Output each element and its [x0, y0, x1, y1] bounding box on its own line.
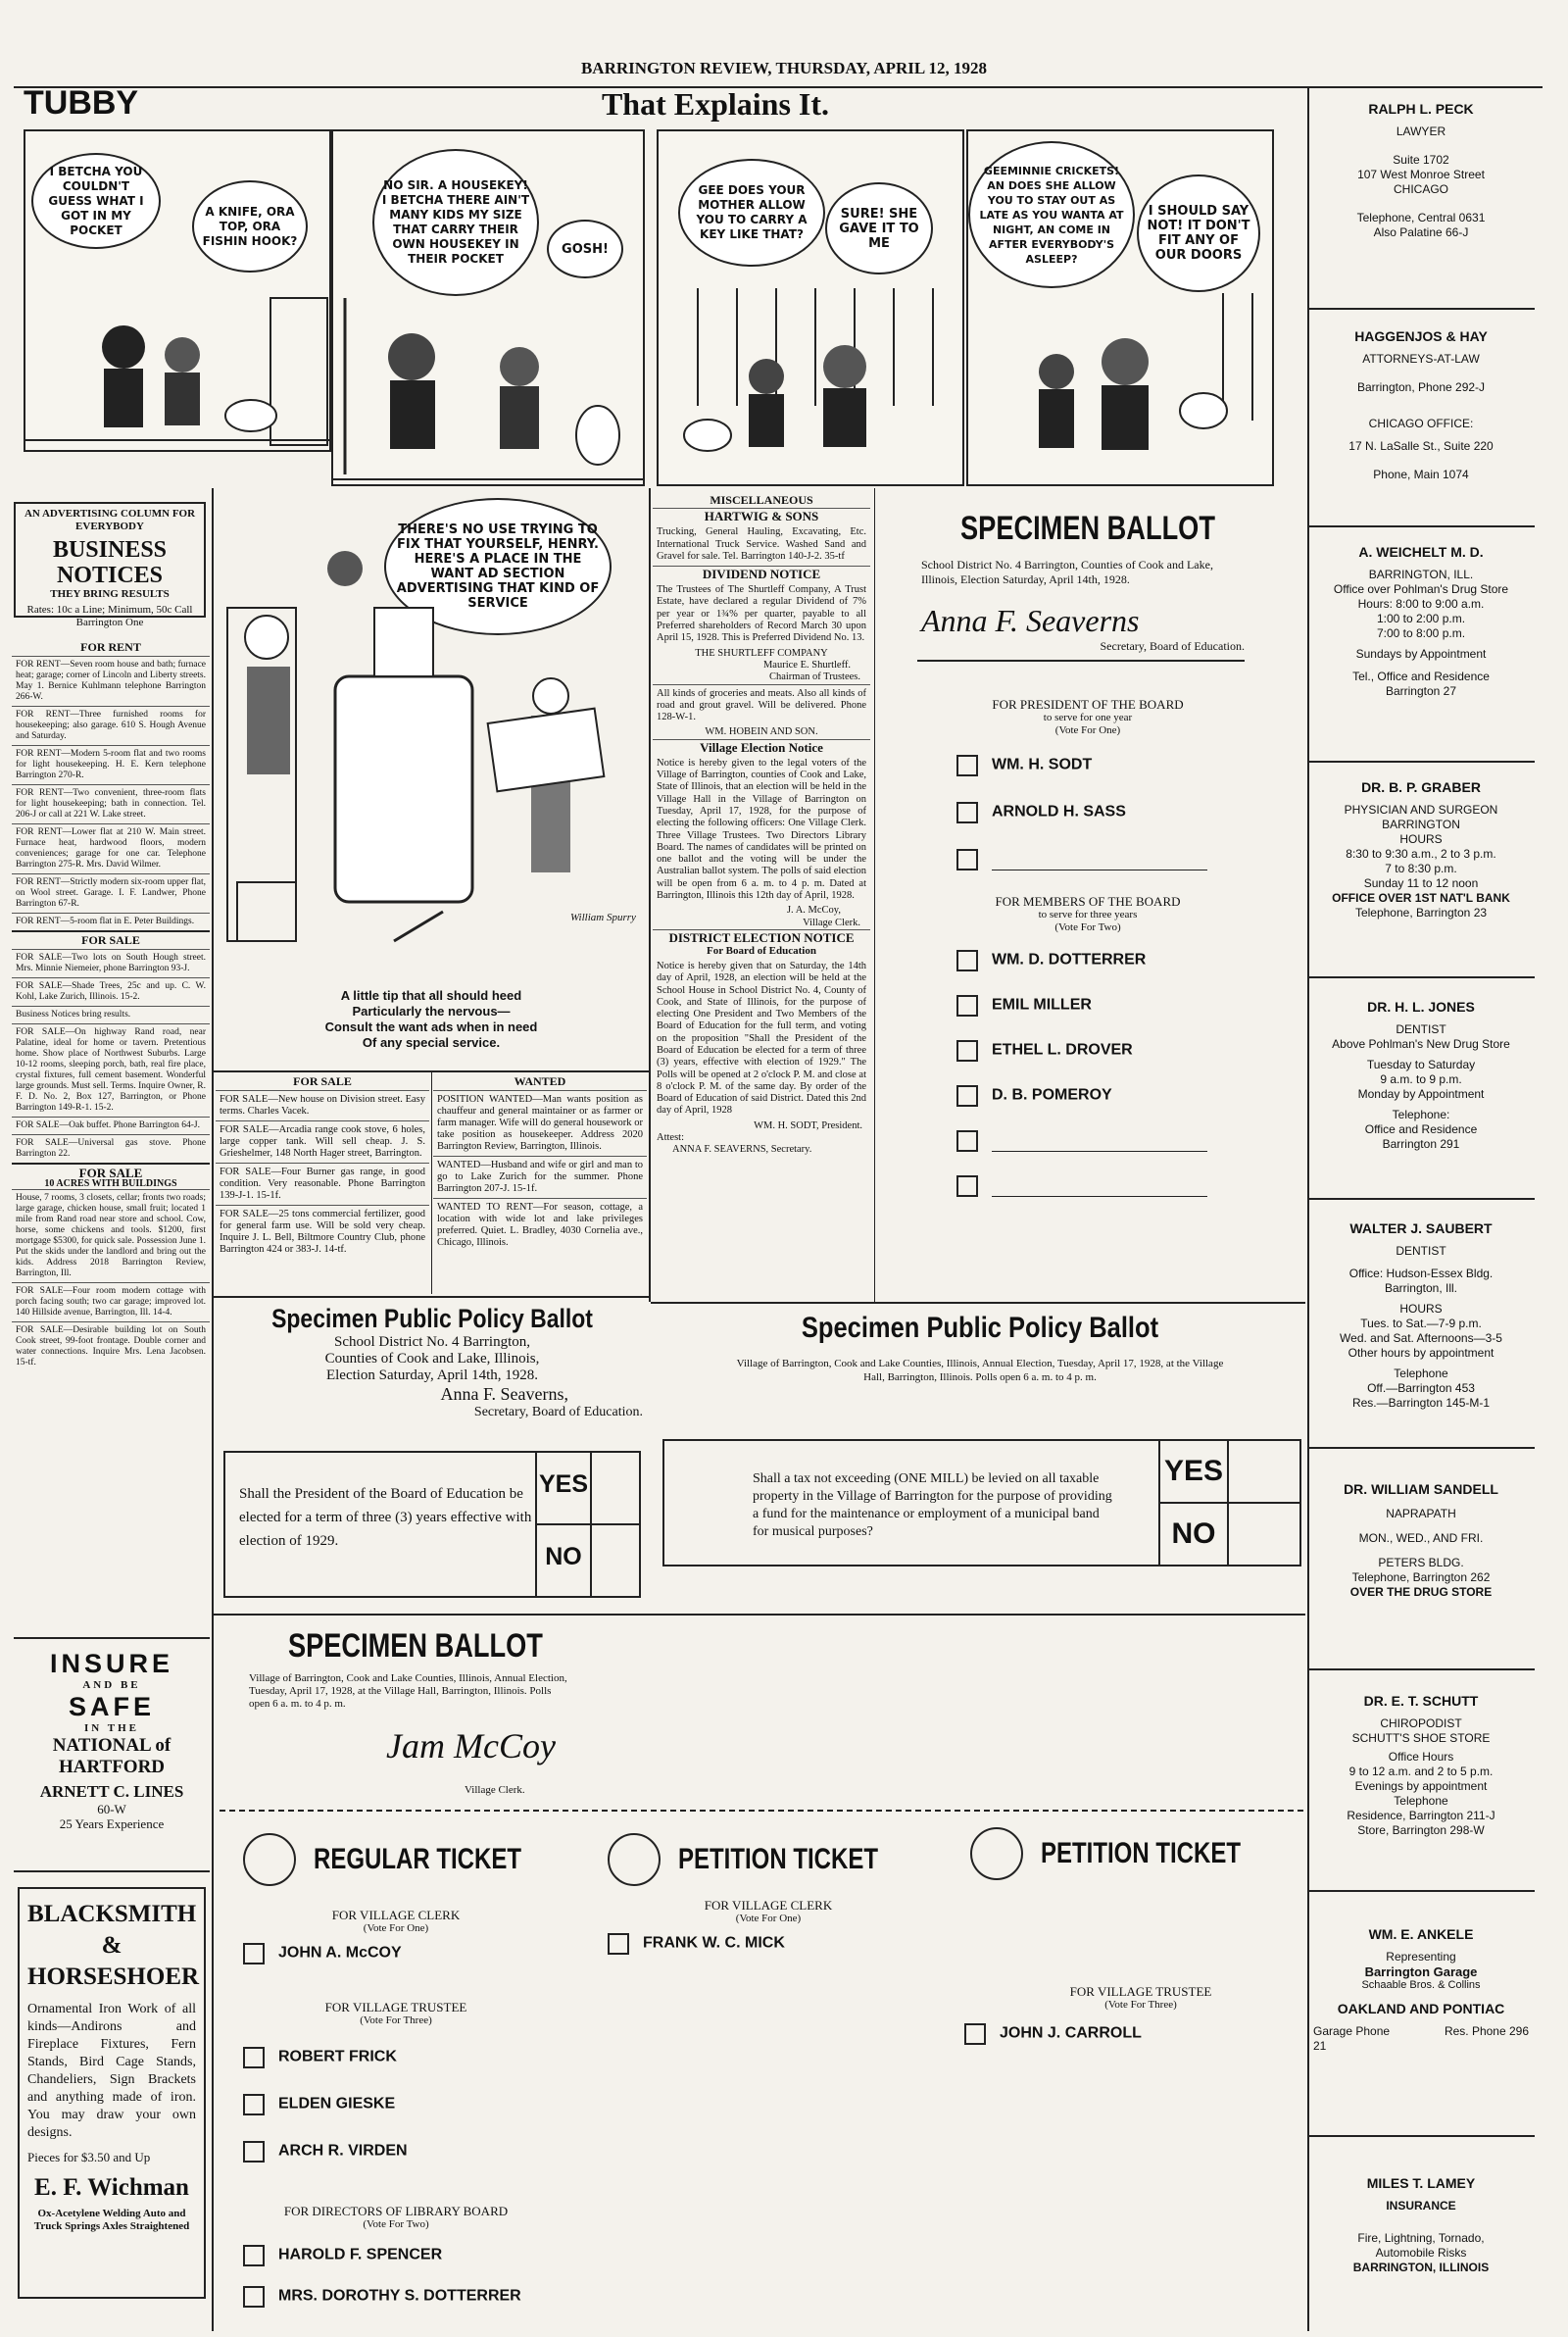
- petition-ticket-header: [970, 1827, 1291, 1880]
- candidate-row[interactable]: [243, 2286, 521, 2308]
- classified-ad: FOR RENT—Strictly modern six-room upper flat, on Wool street. Garage. I. F. Landwer, Phone Barrington 67-R.: [12, 873, 210, 913]
- card-line: Res.—Barrington 145-M-1: [1351, 1396, 1491, 1410]
- wanted-heading: WANTED: [514, 1074, 566, 1088]
- comic-art: [333, 298, 643, 484]
- speech-bubble: A KNIFE, ORA TOP, ORA FISHIN HOOK?: [192, 180, 308, 273]
- notice-body: The Trustees of The Shurtleff Company, A Trust Estate, have declared a regular Dividend of 7% per year or 1¾% per quarter, payable to all Preferred shareholders of Record March 30 upon April 15, 1928. This is Preferred Dividend No. 13.: [657, 584, 866, 644]
- ballot-question-box: [662, 1439, 1301, 1566]
- no-label: NO: [545, 1543, 582, 1570]
- village-policy-ballot: [655, 1312, 1305, 1606]
- office-heading: FOR VILLAGE CLERK: [704, 1898, 833, 1913]
- caption-line: Particularly the nervous—: [352, 1004, 511, 1019]
- party-circle[interactable]: [970, 1827, 1023, 1880]
- insure-phone: 60-W: [97, 1802, 126, 1816]
- directory-card: [1313, 780, 1529, 920]
- card-line: 9 to 12 a.m. and 2 to 5 p.m.: [1348, 1765, 1494, 1778]
- office-vote: (Vote For One): [1054, 724, 1121, 736]
- card-line: Telephone: [1394, 1794, 1448, 1808]
- card-line: Barrington 291: [1382, 1137, 1460, 1151]
- card-line: Schaable Bros. & Collins: [1361, 1979, 1481, 1991]
- notice-title: Village Election Notice: [653, 739, 870, 755]
- card-line: Res. Phone 296: [1444, 2024, 1529, 2038]
- ballot-sub: School District No. 4 Barrington, Counties of Cook and Lake, Illinois, Election Saturday, April 14th, 1928.: [921, 558, 1213, 586]
- notice-sub: For Board of Education: [707, 944, 816, 957]
- classified-ad: House, 7 rooms, 3 closets, cellar; fronts two roads; large garage, chicken house, small fruit; located 1 mile from Rand road near store and school. Cow, horse, some chickens and tools. $1200, first mortgage $5300, for quick sale. Possession June 1. Put the skids under the landlord and bring out the kids. Address 2018 Barrington Review, Barrington, Ill.: [12, 1189, 210, 1282]
- checkbox[interactable]: [243, 1943, 265, 1964]
- comic-strip-name: TUBBY: [24, 84, 139, 122]
- no-label: NO: [1171, 1517, 1216, 1550]
- business-notices-banner: [14, 502, 206, 628]
- notice-sign: Chairman of Trustees.: [768, 671, 860, 683]
- directory-card: [1313, 329, 1529, 482]
- classified-ad: FOR SALE—Desirable building lot on South Cook street, 99-foot frontage. Double corner and water connections. Inquire Mrs. Lena Jacobsen. 15-tf.: [12, 1321, 210, 1371]
- office-vote: (Vote For One): [363, 1922, 429, 1934]
- card-line: Telephone:: [1392, 1108, 1450, 1121]
- ballot-signature: Jam McCoy: [386, 1726, 556, 1765]
- office-heading: FOR VILLAGE CLERK: [331, 1908, 461, 1922]
- checkbox[interactable]: [243, 2094, 265, 2115]
- checkbox[interactable]: [956, 995, 978, 1017]
- yes-label: YES: [1163, 1455, 1224, 1487]
- caption-line: Of any special service.: [362, 1035, 501, 1050]
- comic-panel-3: [657, 129, 964, 486]
- for-sale-heading: FOR SALE: [293, 1074, 352, 1088]
- office-heading: FOR MEMBERS OF THE BOARD: [995, 894, 1181, 909]
- card-line: SCHUTT'S SHOE STORE: [1351, 1731, 1491, 1745]
- banner-rates: Rates: 10c a Line; Minimum, 50c Call Barrington One: [26, 604, 193, 628]
- candidate-name: WM. D. DOTTERRER: [992, 951, 1147, 969]
- yes-checkbox[interactable]: [1231, 1445, 1296, 1498]
- classified-ad: FOR SALE—25 tons commercial fertilizer, good for general farm use. Will be sold very cheap. Inquire J. L. Bell, Biltmore Country Club, phone Barrington 424 or 383-J. 14-tf.: [216, 1205, 429, 1259]
- yes-label: YES: [538, 1470, 589, 1498]
- card-name: HAGGENJOS & HAY: [1354, 328, 1488, 344]
- cartoon-caption: [218, 988, 645, 1051]
- checkbox[interactable]: [964, 2023, 986, 2045]
- insure-line: HARTFORD: [58, 1757, 166, 1777]
- miscellaneous-column: [653, 492, 870, 1157]
- insure-line: NATIONAL of: [52, 1735, 172, 1756]
- comic-panel-2: [331, 129, 645, 486]
- card-line: Other hours by appointment: [1348, 1346, 1494, 1360]
- checkbox[interactable]: [243, 2047, 265, 2068]
- classified-ad: FOR RENT—Two convenient, three-room flats for light housekeeping; bath in connection. Tel. 206-J or call at 221 W. Lake street.: [12, 784, 210, 823]
- blacksmith-price: Pieces for $3.50 and Up: [27, 2150, 151, 2164]
- card-line: HOURS: [1399, 1302, 1443, 1316]
- ballot-signature: Anna F. Seaverns,: [440, 1384, 568, 1404]
- card-line: LAWYER: [1396, 124, 1446, 138]
- card-line: BARRINGTON: [1382, 818, 1460, 831]
- card-line: Phone, Main 1074: [1373, 468, 1469, 481]
- speech-bubble: SURE! SHE GAVE IT TO ME: [825, 182, 933, 274]
- candidate-row[interactable]: [243, 2245, 442, 2266]
- card-line: Sunday 11 to 12 noon: [1363, 876, 1479, 890]
- candidate-name: D. B. POMEROY: [992, 1086, 1112, 1104]
- checkbox[interactable]: [956, 950, 978, 971]
- card-name: RALPH L. PECK: [1368, 101, 1474, 117]
- classified-ad: FOR RENT—Lower flat at 210 W. Main street. Furnace heat, hardwood floors, modern conveniences; garage for one car. Telephone Barrington 275-R. Mrs. David Wilmer.: [12, 823, 210, 873]
- insure-line: INSURE: [49, 1649, 173, 1678]
- write-in-row[interactable]: [956, 849, 1294, 870]
- blacksmith-ad: [18, 1887, 206, 2299]
- notice-title: HARTWIG & SONS: [704, 509, 819, 524]
- insure-agent: ARNETT C. LINES: [39, 1782, 184, 1801]
- ticket-title: PETITION TICKET: [678, 1843, 878, 1875]
- candidate-row[interactable]: [956, 802, 1294, 823]
- card-name: A. WEICHELT M. D.: [1358, 544, 1484, 560]
- card-line: 7 to 8:30 p.m.: [1385, 862, 1457, 875]
- card-line: MON., WED., AND FRI.: [1358, 1531, 1484, 1545]
- classified-ad: FOR RENT—Modern 5-room flat and two rooms for light housekeeping. H. E. Kern telephone Barrington 270-R.: [12, 745, 210, 784]
- candidate-row[interactable]: [243, 1943, 402, 1964]
- ballot-sig-title: Village Clerk.: [465, 1784, 525, 1796]
- classified-ad: Business Notices bring results.: [12, 1006, 210, 1023]
- checkbox[interactable]: [956, 1130, 978, 1152]
- candidate-name: MRS. DOROTHY S. DOTTERRER: [278, 2287, 521, 2305]
- banner-tagline: AN ADVERTISING COLUMN FOR EVERYBODY: [24, 508, 196, 532]
- blacksmith-services: Ox-Acetylene Welding Auto and Truck Springs Axles Straightened: [33, 2208, 190, 2232]
- notice-title: DISTRICT ELECTION NOTICE: [653, 929, 870, 945]
- candidate-name: HAROLD F. SPENCER: [278, 2246, 443, 2263]
- directory-card: [1313, 545, 1529, 699]
- directory-card: [1313, 1221, 1529, 1411]
- ballot-question-box: [223, 1451, 641, 1598]
- checkbox[interactable]: [956, 1175, 978, 1197]
- no-checkbox[interactable]: [594, 1529, 637, 1592]
- insure-experience: 25 Years Experience: [59, 1816, 165, 1831]
- candidate-row[interactable]: [243, 2047, 397, 2068]
- candidate-name: JOHN A. McCOY: [278, 1944, 402, 1962]
- blacksmith-title: BLACKSMITH & HORSESHOER: [27, 1901, 200, 1990]
- insurance-ad: [14, 1637, 210, 1872]
- classified-ad: FOR SALE—Shade Trees, 25c and up. C. W. Kohl, Lake Zurich, Illinois. 15-2.: [12, 977, 210, 1006]
- ballot-question: Shall the President of the Board of Education be elected for a term of three (3) years effective with election of 1929.: [239, 1486, 532, 1549]
- office-heading: FOR VILLAGE TRUSTEE: [1069, 1984, 1212, 1999]
- speech-bubble: GEEMINNIE CRICKETS! AN DOES SHE ALLOW YOU TO STAY OUT AS LATE AS YOU WANTA AT NIGHT, AN COME IN AFTER EVERYBODY'S ASLEEP?: [968, 141, 1135, 288]
- office-vote: (Vote For Three): [360, 2014, 432, 2026]
- classified-ad: FOR SALE—Two lots on South Hough street. Mrs. Minnie Niemeier, phone Barrington 93-J.: [12, 949, 210, 977]
- candidate-name: ARNOLD H. SASS: [992, 803, 1126, 820]
- for-rent-heading: FOR RENT: [80, 640, 141, 654]
- card-line: Evenings by appointment: [1354, 1779, 1488, 1793]
- checkbox[interactable]: [608, 1933, 629, 1955]
- candidate-row[interactable]: [956, 1085, 1294, 1107]
- classified-ad: FOR RENT—5-room flat in E. Peter Buildings.: [12, 913, 210, 930]
- classified-ad: FOR RENT—Three furnished rooms for housekeeping; also garage. 610 S. Hough Avenue and Saturday.: [12, 706, 210, 745]
- candidate-name: ARCH R. VIRDEN: [278, 2142, 408, 2160]
- speech-bubble: GOSH!: [547, 220, 623, 278]
- card-line: Hours: 8:00 to 9:00 a.m.: [1357, 597, 1485, 611]
- classified-ad: FOR SALE—Arcadia range cook stove, 6 holes, large copper tank. Will sell cheap. J. S. Grieshelmer, 148 North Hager street, Barrington.: [216, 1120, 429, 1163]
- card-line: OVER THE DRUG STORE: [1349, 1585, 1493, 1599]
- ballot-title: Specimen Public Policy Ballot: [271, 1304, 593, 1333]
- ballot-sig-title: Secretary, Board of Education.: [473, 1405, 643, 1419]
- card-line: Tues. to Sat.—7-9 p.m.: [1360, 1317, 1482, 1330]
- card-name: DR. H. L. JONES: [1367, 999, 1475, 1015]
- party-circle[interactable]: [608, 1833, 661, 1886]
- card-line: NAPRAPATH: [1386, 1507, 1456, 1520]
- directory-card: [1313, 1000, 1529, 1152]
- ballot-sub: School District No. 4 Barrington,: [334, 1334, 530, 1350]
- office-vote: (Vote For Three): [1104, 1999, 1177, 2011]
- candidate-row[interactable]: [243, 2141, 408, 2163]
- card-line: Office: Hudson-Essex Bldg.: [1348, 1267, 1494, 1280]
- card-line: CHICAGO: [1393, 182, 1448, 196]
- classified-ad: POSITION WANTED—Man wants position as chauffeur and general maintainer or as farmer or farm manager. Wife will do general housework or take position as housekeeper. Address 2020 Barrington Review, Barrington, Illinois.: [433, 1090, 647, 1156]
- card-line: Suite 1702: [1393, 153, 1449, 167]
- ticket-title: REGULAR TICKET: [314, 1843, 521, 1875]
- notice-title: DIVIDEND NOTICE: [653, 566, 870, 581]
- ballot-question: Shall a tax not exceeding (ONE MILL) be levied on all taxable property in the Village of Barrington for the purpose of providing a fund for the maintenance or employment of a municipal band for musical purposes?: [753, 1471, 1112, 1539]
- comic-art: [968, 293, 1272, 484]
- blacksmith-name: E. F. Wichman: [34, 2174, 189, 2201]
- notice-sign: Maurice E. Shurtleff.: [762, 659, 851, 671]
- card-line: DENTIST: [1396, 1022, 1446, 1036]
- classified-ad: FOR SALE—Oak buffet. Phone Barrington 64-J.: [12, 1117, 210, 1134]
- card-line: 1:00 to 2:00 p.m.: [1376, 612, 1466, 625]
- ballot-sub: Village of Barrington, Cook and Lake Counties, Illinois, Annual Election, Tuesday, April 17, 1928, at the Village Hall, Barrington, Illinois. Polls open 6 a. m. to 4 p. m.: [736, 1358, 1224, 1383]
- classified-ad: FOR SALE—Four Burner gas range, in good condition. Very reasonable. Phone Barrington 139-J-1. 15-1f.: [216, 1163, 429, 1205]
- candidate-row[interactable]: [956, 995, 1294, 1017]
- notice-sign: THE SHURTLEFF COMPANY: [695, 647, 828, 659]
- candidate-name: FRANK W. C. MICK: [643, 1934, 785, 1952]
- card-line: Office Hours: [1388, 1750, 1454, 1764]
- caption-line: A little tip that all should heed: [340, 988, 522, 1003]
- village-specimen-ballot: [220, 1627, 1303, 2333]
- comic-title: That Explains It.: [601, 86, 830, 122]
- card-line: Barrington, Phone 292-J: [1356, 380, 1486, 394]
- card-line: Automobile Risks: [1375, 2246, 1467, 2260]
- write-in-row[interactable]: [956, 1130, 1294, 1152]
- notice-sign: Attest:: [657, 1132, 684, 1144]
- card-line: Office and Residence: [1364, 1122, 1478, 1136]
- card-line: Also Palatine 66-J: [1373, 225, 1469, 239]
- ballot-sig-title: Secretary, Board of Education.: [1100, 639, 1245, 653]
- school-specimen-ballot: [882, 510, 1294, 1294]
- candidate-row[interactable]: [956, 950, 1294, 971]
- card-name: MILES T. LAMEY: [1366, 2175, 1476, 2191]
- misc-heading: MISCELLANEOUS: [653, 492, 870, 509]
- ballot-signature: Anna F. Seaverns: [921, 603, 1140, 638]
- card-line: BARRINGTON, ILL.: [1368, 568, 1474, 581]
- directory-card: [1313, 2176, 1529, 2275]
- insure-line: SAFE: [68, 1692, 155, 1721]
- classified-column: [12, 639, 210, 1371]
- card-line: CHIROPODIST: [1380, 1716, 1462, 1730]
- card-line: Residence, Barrington 211-J: [1347, 1809, 1495, 1822]
- card-name: DR. WILLIAM SANDELL: [1344, 1481, 1498, 1497]
- write-in-row[interactable]: [956, 1175, 1294, 1197]
- classified-ad: FOR RENT—Seven room house and bath; furnace heat; garage; corner of Lincoln and Liberty streets. May 1. Bernice Kuhlmann telephone Barrington 266-W.: [12, 656, 210, 706]
- card-line: 8:30 to 9:30 a.m., 2 to 3 p.m.: [1346, 847, 1496, 861]
- candidate-name: ELDEN GIESKE: [278, 2095, 396, 2113]
- ballot-sub: Election Saturday, April 14th, 1928.: [325, 1367, 539, 1383]
- directory-card: [1313, 1694, 1529, 1838]
- checkbox[interactable]: [243, 2141, 265, 2163]
- caption-line: Consult the want ads when in need: [324, 1019, 538, 1034]
- ballot-title: SPECIMEN BALLOT: [960, 510, 1215, 547]
- card-line: Off.—Barrington 453: [1367, 1381, 1475, 1395]
- card-line: 17 N. LaSalle St., Suite 220: [1348, 439, 1494, 453]
- office-heading: FOR DIRECTORS OF LIBRARY BOARD: [283, 2204, 509, 2218]
- school-policy-ballot: [218, 1304, 647, 1610]
- wanted-column: [433, 1072, 647, 1252]
- classified-ad: FOR SALE—Four room modern cottage with porch facing south; two car garage; improved lot. 140 Hillside avenue, Barrington, Ill. 14-4.: [12, 1282, 210, 1321]
- artist-signature: William Spurry: [570, 912, 636, 923]
- card-line: Store, Barrington 298-W: [1357, 1823, 1485, 1837]
- office-vote: (Vote For Two): [363, 2218, 429, 2230]
- office-heading: FOR VILLAGE TRUSTEE: [324, 2000, 467, 2014]
- ballot-title: SPECIMEN BALLOT: [288, 1627, 543, 1665]
- notice-body: Notice is hereby given that on Saturday, the 14th day of April, 1928, an election will be held at the School House in School District No. 4, County of Cook, and State of Illinois, for the purpose of electing One President and Two Members of the Board of Education for the full term, and voting on the proposition "Shall the President of the Board of Education be elected for a term of three (3) years, effective with election of 1929." The Polls will be opened at 2 o'clock P. M. and close at 8 o'clock P. M. of the same day. By order of the Board of Education of said District. Dated this 2nd day of April, 1928: [657, 960, 866, 1117]
- speech-bubble: I SHOULD SAY NOT! IT DON'T FIT ANY OF OUR DOORS: [1137, 174, 1260, 292]
- classified-ad: WANTED TO RENT—For season, cottage, a location with wide lot and lake privileges preferred. Quiet. L. Bradley, 4030 Cornelia ave., Chicago, Illinois.: [433, 1198, 647, 1252]
- notice-sign: WM. HOBEIN AND SON.: [705, 726, 818, 738]
- candidate-row[interactable]: [964, 2023, 1142, 2045]
- office-term: to serve for one year: [1043, 712, 1133, 723]
- candidate-name: ETHEL L. DROVER: [992, 1041, 1133, 1059]
- directory-card: [1313, 1482, 1529, 1600]
- card-name: WM. E. ANKELE: [1368, 1926, 1474, 1942]
- candidate-name: JOHN J. CARROLL: [1000, 2024, 1142, 2042]
- for-sale-column: [216, 1072, 429, 1259]
- comic-panel-4: [966, 129, 1274, 486]
- banner-title: BUSINESS NOTICES: [52, 537, 168, 588]
- notice-sign: J. A. McCoy,: [786, 905, 841, 917]
- office-term: to serve for three years: [1038, 909, 1138, 920]
- for-sale-heading: FOR SALE: [12, 1163, 210, 1178]
- classified-ad: FOR SALE—On highway Rand road, near Palatine, ideal for home or tavern. Pretentious home. Show place of Northwest Suburbs. Large 10-12 rooms, sleeping porch, bath, real fire place, crystal fixtures, full cement basement. Wonderful large grounds. Must sell. Terms. Inquire Owner, R. F. D. No. 2, Box 127, Barrington, or Phone Barrington 149-R-1. 15-2.: [12, 1023, 210, 1117]
- card-line: 107 West Monroe Street: [1357, 168, 1485, 181]
- card-line: CHICAGO OFFICE:: [1368, 417, 1474, 430]
- checkbox[interactable]: [243, 2286, 265, 2308]
- classified-ad: FOR SALE—New house on Division street. Easy terms. Charles Vacek.: [216, 1090, 429, 1120]
- card-name: WALTER J. SAUBERT: [1349, 1220, 1493, 1236]
- card-line: Telephone, Central 0631: [1356, 211, 1486, 224]
- comic-panel-1: [24, 129, 331, 452]
- notice-body: Notice is hereby given to the legal voters of the Village of Barrington, counties of Cook and Lake, State of Illinois, that an election will be held in the Village Hall in the Village of Barrington on Tuesday, April 17, 1928, for the purpose of electing the following officers: One Village Clerk. Three Village Trustees. Two Directors Library Board. The names of candidates will be printed on one ballot and the voting will be under the Australian ballot system. The polls of said election will be open from 6 a. m. to 4 p. m. Dated at Barrington, Illinois this 12th day of April, 1928.: [657, 757, 866, 902]
- ticket-title: PETITION TICKET: [1041, 1837, 1241, 1869]
- yes-checkbox[interactable]: [594, 1457, 637, 1519]
- checkbox[interactable]: [956, 755, 978, 776]
- card-name: DR. E. T. SCHUTT: [1363, 1693, 1479, 1709]
- directory-card: [1313, 102, 1529, 240]
- notice-body: All kinds of groceries and meats. Also all kinds of road and grout gravel. Will be delivered. Phone 128-W-1.: [653, 684, 870, 727]
- card-line: OAKLAND AND PONTIAC: [1337, 2001, 1505, 2016]
- card-line: ATTORNEYS-AT-LAW: [1362, 352, 1480, 366]
- candidate-row[interactable]: [608, 1933, 785, 1955]
- directory-card: [1313, 1927, 1529, 2054]
- candidate-name: ROBERT FRICK: [278, 2048, 397, 2065]
- candidate-row[interactable]: [956, 1040, 1294, 1062]
- card-line: PHYSICIAN AND SURGEON: [1344, 803, 1498, 817]
- for-sale-sub: 10 ACRES WITH BUILDINGS: [44, 1178, 177, 1189]
- card-line: Telephone, Barrington 23: [1354, 906, 1488, 920]
- card-line: Fire, Lightning, Tornado,: [1357, 2231, 1485, 2245]
- notice-body: Trucking, General Hauling, Excavating, Etc. International Truck Service. Washed Sand and Gravel for sale. Tel. Barrington 140-J-2. 35-tf: [657, 526, 866, 562]
- petition-ticket-header: [608, 1833, 928, 1886]
- card-line: Tel., Office and Residence: [1352, 670, 1490, 683]
- card-line: Monday by Appointment: [1357, 1087, 1485, 1101]
- notice-sign: Village Clerk.: [803, 917, 860, 928]
- notice-sign: ANNA F. SEAVERNS, Secretary.: [672, 1144, 812, 1156]
- classified-ad: FOR SALE—Universal gas stove. Phone Barrington 22.: [12, 1134, 210, 1163]
- card-line: Wed. and Sat. Afternoons—3-5: [1340, 1331, 1502, 1345]
- ballot-sub: Village of Barrington, Cook and Lake Counties, Illinois, Annual Election, Tuesday, April 17, 1928, at the Village Hall, Barrington, Illinois. Polls open 6 a. m. to 4 p. m.: [249, 1672, 567, 1710]
- no-checkbox[interactable]: [1231, 1508, 1296, 1561]
- candidate-name: WM. H. SODT: [992, 756, 1093, 773]
- regular-ticket-header: [243, 1833, 573, 1886]
- office-vote: (Vote For One): [735, 1913, 802, 1924]
- card-line: Representing: [1386, 1950, 1456, 1964]
- checkbox[interactable]: [956, 849, 978, 870]
- for-sale-heading: FOR SALE: [12, 930, 210, 949]
- insure-line: IN THE: [83, 1722, 139, 1734]
- card-line: Telephone, Barrington 262: [1351, 1570, 1491, 1584]
- ballot-title: Specimen Public Policy Ballot: [801, 1312, 1159, 1344]
- card-line: Office over Pohlman's Drug Store: [1333, 582, 1509, 596]
- card-line: Barrington, Ill.: [1384, 1281, 1458, 1295]
- card-line: DENTIST: [1396, 1244, 1446, 1258]
- comic-art: [25, 278, 329, 450]
- card-line: Tuesday to Saturday: [1366, 1058, 1476, 1071]
- checkbox[interactable]: [956, 802, 978, 823]
- card-line: INSURANCE: [1386, 2199, 1456, 2213]
- candidate-row[interactable]: [956, 755, 1294, 776]
- speech-bubble: I BETCHA YOU COULDN'T GUESS WHAT I GOT IN MY POCKET: [31, 153, 161, 249]
- card-line: HOURS: [1399, 832, 1443, 846]
- speech-bubble: GEE DOES YOUR MOTHER ALLOW YOU TO CARRY A KEY LIKE THAT?: [678, 159, 825, 267]
- card-line: Barrington 27: [1385, 684, 1457, 698]
- card-line: OFFICE OVER 1ST NAT'L BANK: [1332, 891, 1510, 905]
- classified-ad: WANTED—Husband and wife or girl and man to go to Lake Zurich for the summer. Phone Barrington 207-J. 15-1f.: [433, 1156, 647, 1198]
- comic-art: [659, 288, 962, 484]
- card-line: BARRINGTON, ILLINOIS: [1352, 2261, 1490, 2274]
- banner-sub: THEY BRING RESULTS: [50, 588, 170, 600]
- card-line: PETERS BLDG.: [1378, 1556, 1464, 1569]
- card-line: Telephone: [1394, 1367, 1448, 1380]
- office-vote: (Vote For Two): [1054, 921, 1121, 933]
- office-heading: FOR PRESIDENT OF THE BOARD: [992, 697, 1184, 712]
- card-line: Garage Phone 21: [1313, 2024, 1391, 2053]
- candidate-name: EMIL MILLER: [992, 996, 1092, 1014]
- card-line: 7:00 to 8:00 p.m.: [1376, 626, 1466, 640]
- ballot-sub: Counties of Cook and Lake, Illinois,: [324, 1351, 540, 1367]
- card-name: DR. B. P. GRABER: [1361, 779, 1481, 795]
- candidate-row[interactable]: [243, 2094, 395, 2115]
- speech-bubble: NO SIR. A HOUSEKEY! I BETCHA THERE AIN'T MANY KIDS MY SIZE THAT CARRY THEIR OWN HOUSEKEY IN THEIR POCKET: [372, 149, 539, 296]
- card-line: 9 a.m. to 9 p.m.: [1380, 1072, 1462, 1086]
- blacksmith-body: Ornamental Iron Work of all kinds—Andirons and Fireplace Fixtures, Fern Stands, Bird Cage Stands, Chandeliers, Sign Brackets and anything made of iron. You may draw your own designs.: [27, 2002, 196, 2140]
- checkbox[interactable]: [243, 2245, 265, 2266]
- checkbox[interactable]: [956, 1040, 978, 1062]
- page-title: BARRINGTON REVIEW, THURSDAY, APRIL 12, 1928: [580, 59, 988, 77]
- party-circle[interactable]: [243, 1833, 296, 1886]
- card-line: Barrington Garage: [1364, 1964, 1478, 1979]
- card-line: Sundays by Appointment: [1355, 647, 1487, 661]
- notice-sign: WM. H. SODT, President.: [754, 1119, 862, 1131]
- want-ad-cartoon: [218, 490, 645, 1070]
- card-line: Above Pohlman's New Drug Store: [1332, 1037, 1510, 1051]
- insure-line: AND BE: [82, 1679, 141, 1691]
- checkbox[interactable]: [956, 1085, 978, 1107]
- speech-bubble: THERE'S NO USE TRYING TO FIX THAT YOURSELF, HENRY. HERE'S A PLACE IN THE WANT AD SECTION ADVERTISING THAT KIND OF SERVICE: [384, 498, 612, 635]
